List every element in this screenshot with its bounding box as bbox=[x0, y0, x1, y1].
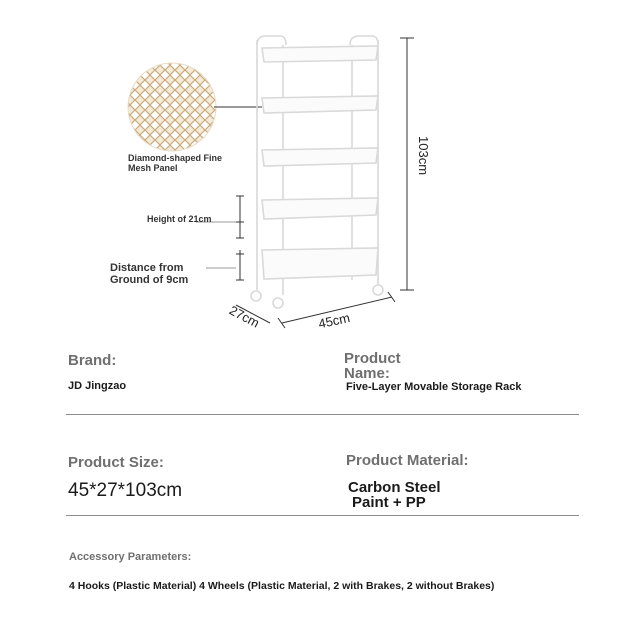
product-material-label: Product Material: bbox=[346, 452, 469, 469]
dim-width-label: 45cm bbox=[317, 310, 352, 332]
base-dimensions bbox=[236, 292, 395, 328]
callout-mesh: Diamond-shaped Fine Mesh Panel bbox=[128, 153, 223, 173]
dim-depth-label: 27cm bbox=[226, 302, 262, 331]
dim-height-label: 103cm bbox=[416, 136, 431, 176]
product-size-value: 45*27*103cm bbox=[68, 480, 183, 501]
product-name-value: Five-Layer Movable Storage Rack bbox=[346, 381, 522, 393]
storage-rack bbox=[251, 36, 383, 308]
brand-label: Brand: bbox=[68, 352, 117, 369]
height-dimension bbox=[400, 38, 414, 290]
callout-ground-distance: Distance from Ground of 9cm bbox=[110, 262, 189, 286]
material-line-2: Paint + PP bbox=[352, 494, 426, 511]
product-name-label: Product Name: bbox=[344, 350, 401, 382]
accessory-value: 4 Hooks (Plastic Material) 4 Wheels (Plastic Material, 2 with Brakes, 2 without Brakes) bbox=[69, 580, 495, 592]
callout-basket-height: Height of 21cm bbox=[147, 214, 212, 224]
accessory-label: Accessory Parameters: bbox=[69, 551, 192, 563]
product-size-label: Product Size: bbox=[68, 454, 164, 471]
divider-1 bbox=[66, 414, 579, 415]
mesh-sample-swatch bbox=[128, 63, 216, 151]
brand-value: JD Jingzao bbox=[68, 380, 127, 392]
divider-2 bbox=[66, 515, 579, 516]
material-line-1: Carbon Steel bbox=[348, 479, 441, 496]
